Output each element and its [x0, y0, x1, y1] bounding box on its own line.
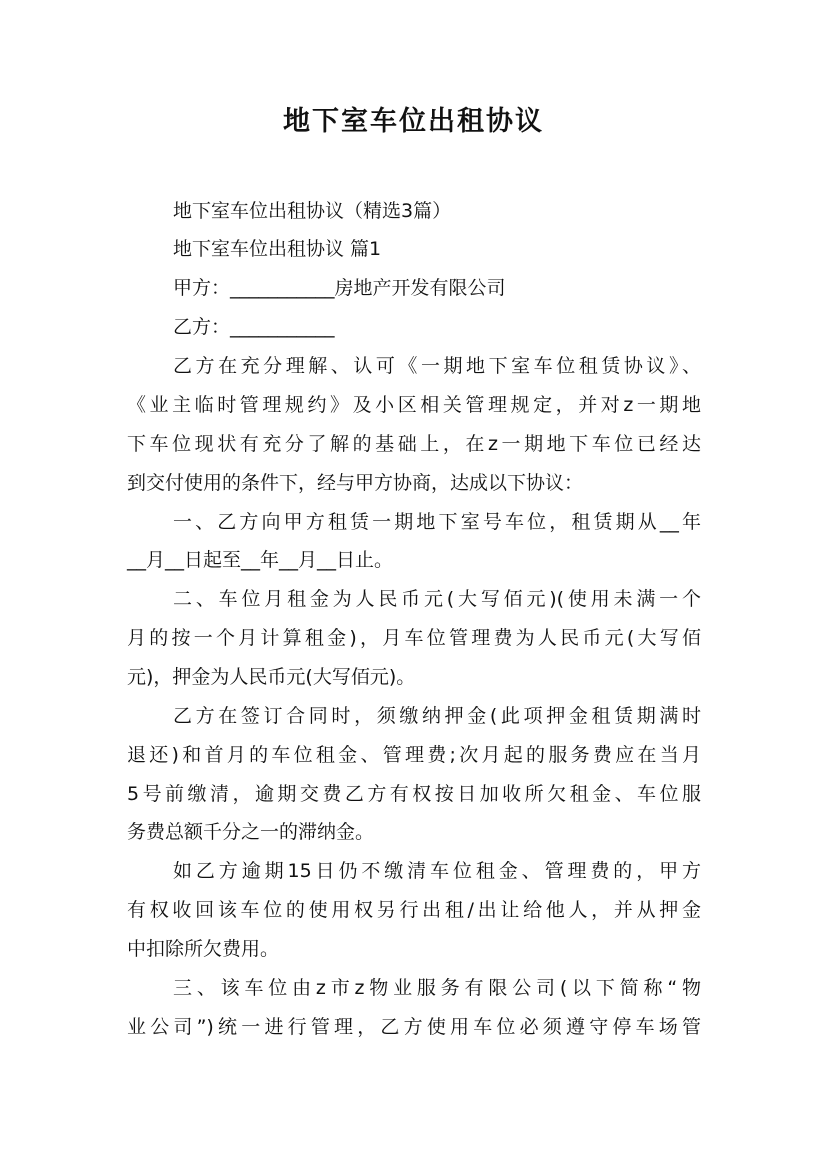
deposit-line-1: 乙方在签订合同时，须缴纳押金(此项押金租赁期满时 [173, 705, 701, 727]
clause2-line-1: 二、车位月租金为人民币元(大写佰元)(使用未满一个 [173, 588, 701, 610]
party-a-line: 甲方：___________房地产开发有限公司 [173, 277, 506, 299]
clause3-line-1: 三、该车位由z市z物业服务有限公司(以下简称“物 [173, 977, 701, 999]
deposit-line-4: 务费总额千分之一的滞纳金。 [127, 821, 375, 843]
party-b-line: 乙方：___________ [173, 316, 335, 338]
document-title: 地下室车位出租协议 [283, 106, 544, 137]
document-subtitle: 地下室车位出租协议（精选3篇） [173, 200, 452, 222]
deposit-line-3: 5号前缴清，逾期交费乙方有权按日加收所欠租金、车位服 [127, 783, 701, 805]
overdue-line-3: 中扣除所欠费用。 [127, 938, 280, 960]
clause1-line-2: __月__日起至__年__月__日止。 [127, 549, 394, 571]
clause2-line-3: 元)，押金为人民币元(大写佰元)。 [127, 666, 416, 688]
intro-line-4: 到交付使用的条件下，经与甲方协商，达成以下协议： [127, 472, 584, 494]
overdue-line-2: 有权收回该车位的使用权另行出租/出让给他人，并从押金 [127, 899, 701, 921]
clause2-line-2: 月的按一个月计算租金)，月车位管理费为人民币元(大写佰 [127, 627, 701, 649]
deposit-line-2: 退还)和首月的车位租金、管理费;次月起的服务费应在当月 [127, 744, 701, 766]
clause3-line-2: 业公司”)统一进行管理，乙方使用车位必须遵守停车场管 [127, 1016, 701, 1038]
intro-line-2: 《业主临时管理规约》及小区相关管理规定，并对z一期地 [127, 394, 701, 416]
intro-line-3: 下车位现状有充分了解的基础上，在z一期地下车位已经达 [127, 433, 701, 455]
intro-line-1: 乙方在充分理解、认可《一期地下室车位租赁协议》、 [173, 355, 701, 377]
clause1-line-1: 一、乙方向甲方租赁一期地下室号车位，租赁期从__年 [173, 511, 701, 533]
section-heading: 地下室车位出租协议 篇1 [173, 238, 382, 260]
overdue-line-1: 如乙方逾期15日仍不缴清车位租金、管理费的，甲方 [173, 860, 701, 882]
